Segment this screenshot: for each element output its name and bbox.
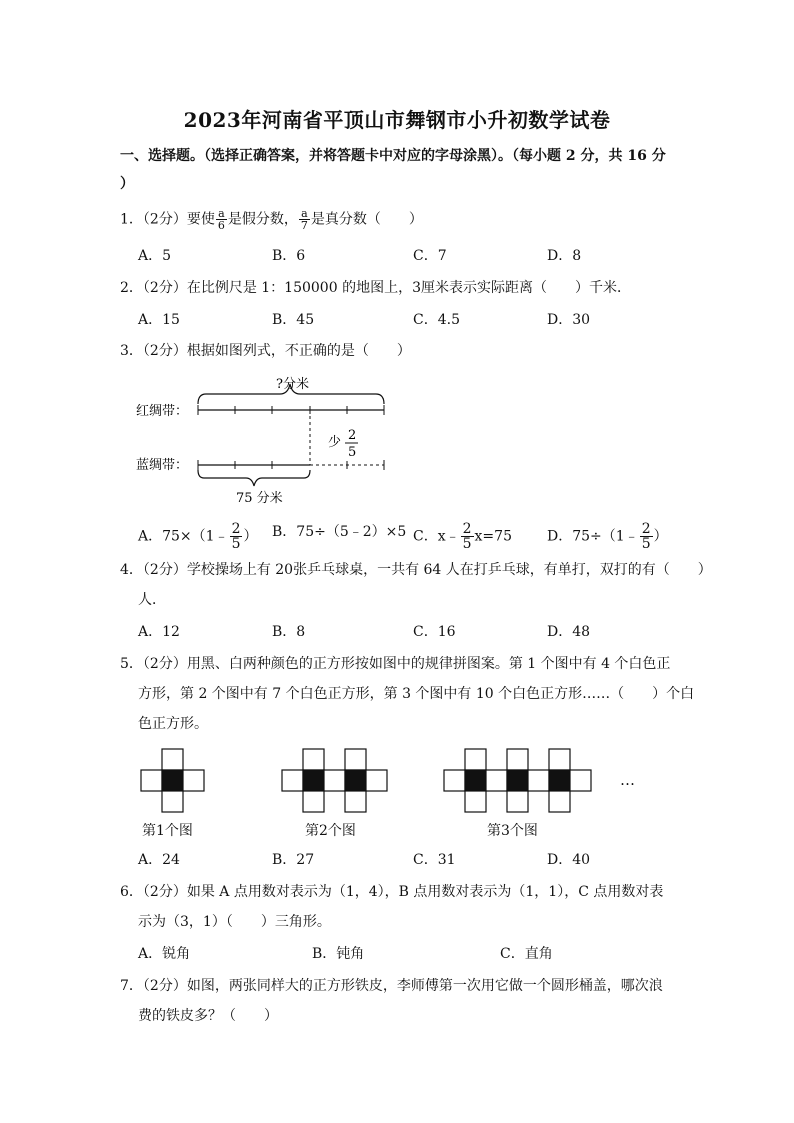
black-square bbox=[507, 770, 528, 791]
bottom-brace bbox=[198, 470, 310, 486]
question-5: 5．（2分）用黑、白两种颜色的正方形按如图中的规律拼图案。第 1 个图中有 4 个白色正 bbox=[120, 656, 671, 672]
q3d-pre: D．75÷（1﹣ bbox=[547, 528, 639, 545]
fraction-a-over-6 bbox=[216, 208, 227, 231]
figure-3-label: 第3个图 bbox=[487, 823, 538, 839]
q2-option-d[interactable]: D．30 bbox=[547, 312, 591, 328]
q4-option-a[interactable]: A．12 bbox=[138, 624, 180, 640]
q1-option-b[interactable]: B．6 bbox=[272, 248, 306, 264]
white-square bbox=[303, 749, 324, 770]
question-7-cont: 费的铁皮多？（ ） bbox=[138, 1008, 278, 1024]
q2-option-a[interactable]: A．15 bbox=[138, 312, 180, 328]
q1-text-1: 要使 bbox=[186, 211, 215, 228]
q1-score: （2分） bbox=[142, 211, 187, 228]
white-square bbox=[465, 749, 486, 770]
q1-option-c[interactable]: C．7 bbox=[413, 248, 447, 264]
white-square bbox=[507, 791, 528, 812]
fraction-a-over-7 bbox=[299, 208, 310, 231]
ellipsis: … bbox=[620, 771, 635, 789]
frac-num: a bbox=[301, 207, 308, 220]
frac-num: 2 bbox=[462, 521, 472, 537]
white-square bbox=[507, 749, 528, 770]
section-heading-cont: ） bbox=[120, 176, 134, 192]
q2-option-b[interactable]: B．45 bbox=[272, 312, 315, 328]
frac-den: 7 bbox=[300, 219, 308, 232]
black-square bbox=[162, 770, 183, 791]
q1-option-d[interactable]: D．8 bbox=[547, 248, 582, 264]
fraction-2-over-5 bbox=[640, 522, 653, 551]
figure-1-label: 第1个图 bbox=[142, 823, 193, 839]
q5-option-b[interactable]: B．27 bbox=[272, 852, 315, 868]
q6-option-a[interactable]: A．锐角 bbox=[138, 946, 191, 962]
white-square bbox=[345, 749, 366, 770]
less-label: 少 bbox=[328, 435, 342, 450]
red-ribbon-label: 红绸带： bbox=[136, 404, 189, 419]
q5-option-c[interactable]: C．31 bbox=[413, 852, 456, 868]
fraction-2-over-5 bbox=[230, 522, 243, 551]
white-square bbox=[486, 770, 507, 791]
q5-option-d[interactable]: D．40 bbox=[547, 852, 591, 868]
q6-option-c[interactable]: C．直角 bbox=[500, 946, 553, 962]
white-square bbox=[162, 749, 183, 770]
question-5-cont-2: 色正方形。 bbox=[138, 716, 208, 732]
q3c-post: x=75 bbox=[474, 528, 512, 545]
q3-option-c[interactable] bbox=[413, 522, 512, 551]
white-square bbox=[324, 770, 345, 791]
section-heading: 一、选择题。（选择正确答案，并将答题卡中对应的字母涂黑）。（每小题 2 分，共 16 分 bbox=[120, 148, 666, 164]
white-square bbox=[303, 791, 324, 812]
white-square bbox=[183, 770, 204, 791]
white-square bbox=[162, 791, 183, 812]
question-6-cont: 示为（3，1）（ ）三角形。 bbox=[138, 914, 331, 930]
question-4-cont: 人． bbox=[138, 592, 166, 608]
q4-option-c[interactable]: C．16 bbox=[413, 624, 456, 640]
q3-option-d[interactable] bbox=[547, 522, 668, 551]
frac-den: 5 bbox=[462, 536, 472, 552]
white-square bbox=[444, 770, 465, 791]
white-square bbox=[282, 770, 303, 791]
black-square bbox=[345, 770, 366, 791]
question-2: 2．（2分）在比例尺是 1：150000 的地图上，3厘米表示实际距离（ ）千米． bbox=[120, 280, 631, 296]
q5-option-a[interactable]: A．24 bbox=[138, 852, 180, 868]
frac-num: 2 bbox=[231, 521, 241, 537]
question-3: 3．（2分）根据如图列式，不正确的是（ ） bbox=[120, 343, 411, 359]
q1-option-a[interactable]: A．5 bbox=[138, 248, 172, 264]
blue-ribbon-label: 蓝绸带： bbox=[136, 458, 189, 473]
white-square bbox=[570, 770, 591, 791]
frac-den: 6 bbox=[217, 219, 225, 232]
black-square bbox=[465, 770, 486, 791]
q3d-post: ） bbox=[653, 528, 668, 545]
q1-text-2: 是假分数， bbox=[227, 211, 298, 228]
q1-text-3: 是真分数（ ） bbox=[310, 211, 423, 228]
bottom-label: 75 分米 bbox=[236, 491, 283, 506]
q3a-post: ） bbox=[243, 528, 258, 545]
q1-number: 1． bbox=[120, 211, 143, 228]
top-label: ?分米 bbox=[276, 377, 309, 392]
white-square bbox=[549, 791, 570, 812]
question-1 bbox=[120, 208, 423, 231]
q6-option-b[interactable]: B．钝角 bbox=[312, 946, 365, 962]
white-square bbox=[345, 791, 366, 812]
q2-option-c[interactable]: C．4.5 bbox=[413, 312, 460, 328]
figure-2-label: 第2个图 bbox=[305, 823, 356, 839]
ribbon-diagram bbox=[130, 368, 400, 508]
less-frac-num: 2 bbox=[348, 428, 357, 443]
question-4: 4．（2分）学校操场上有 20张乒乓球桌，一共有 64 人在打乒乓球，有单打，双打的有（ ） bbox=[120, 562, 712, 578]
question-7: 7．（2分）如图，两张同样大的正方形铁皮，李师傅第一次用它做一个圆形桶盖，哪次浪 bbox=[120, 978, 663, 994]
white-square bbox=[465, 791, 486, 812]
frac-den: 5 bbox=[231, 536, 241, 552]
question-5-cont-1: 方形，第 2 个图中有 7 个白色正方形，第 3 个图中有 10 个白色正方形……（ ）个白 bbox=[138, 686, 695, 702]
white-square bbox=[528, 770, 549, 791]
white-square bbox=[141, 770, 162, 791]
q4-option-b[interactable]: B．8 bbox=[272, 624, 306, 640]
fraction-2-over-5 bbox=[461, 522, 474, 551]
black-square bbox=[549, 770, 570, 791]
black-square bbox=[303, 770, 324, 791]
question-6: 6．（2分）如果 A 点用数对表示为（1，4），B 点用数对表示为（1，1），C 点用数对表 bbox=[120, 884, 664, 900]
q3c-pre: C．x﹣ bbox=[413, 528, 460, 545]
frac-num: a bbox=[218, 207, 225, 220]
less-frac-den: 5 bbox=[348, 445, 357, 460]
q3-option-b[interactable]: B．75÷（5﹣2）×5 bbox=[272, 524, 407, 540]
q4-option-d[interactable]: D．48 bbox=[547, 624, 591, 640]
frac-den: 5 bbox=[641, 536, 651, 552]
white-square bbox=[366, 770, 387, 791]
frac-num: 2 bbox=[641, 521, 651, 537]
square-pattern-figure bbox=[138, 748, 658, 814]
q3a-pre: A．75×（1﹣ bbox=[138, 528, 229, 545]
q3-option-a[interactable] bbox=[138, 522, 257, 551]
white-square bbox=[549, 749, 570, 770]
page-title: 2023年河南省平顶山市舞钢市小升初数学试卷 bbox=[183, 108, 611, 132]
